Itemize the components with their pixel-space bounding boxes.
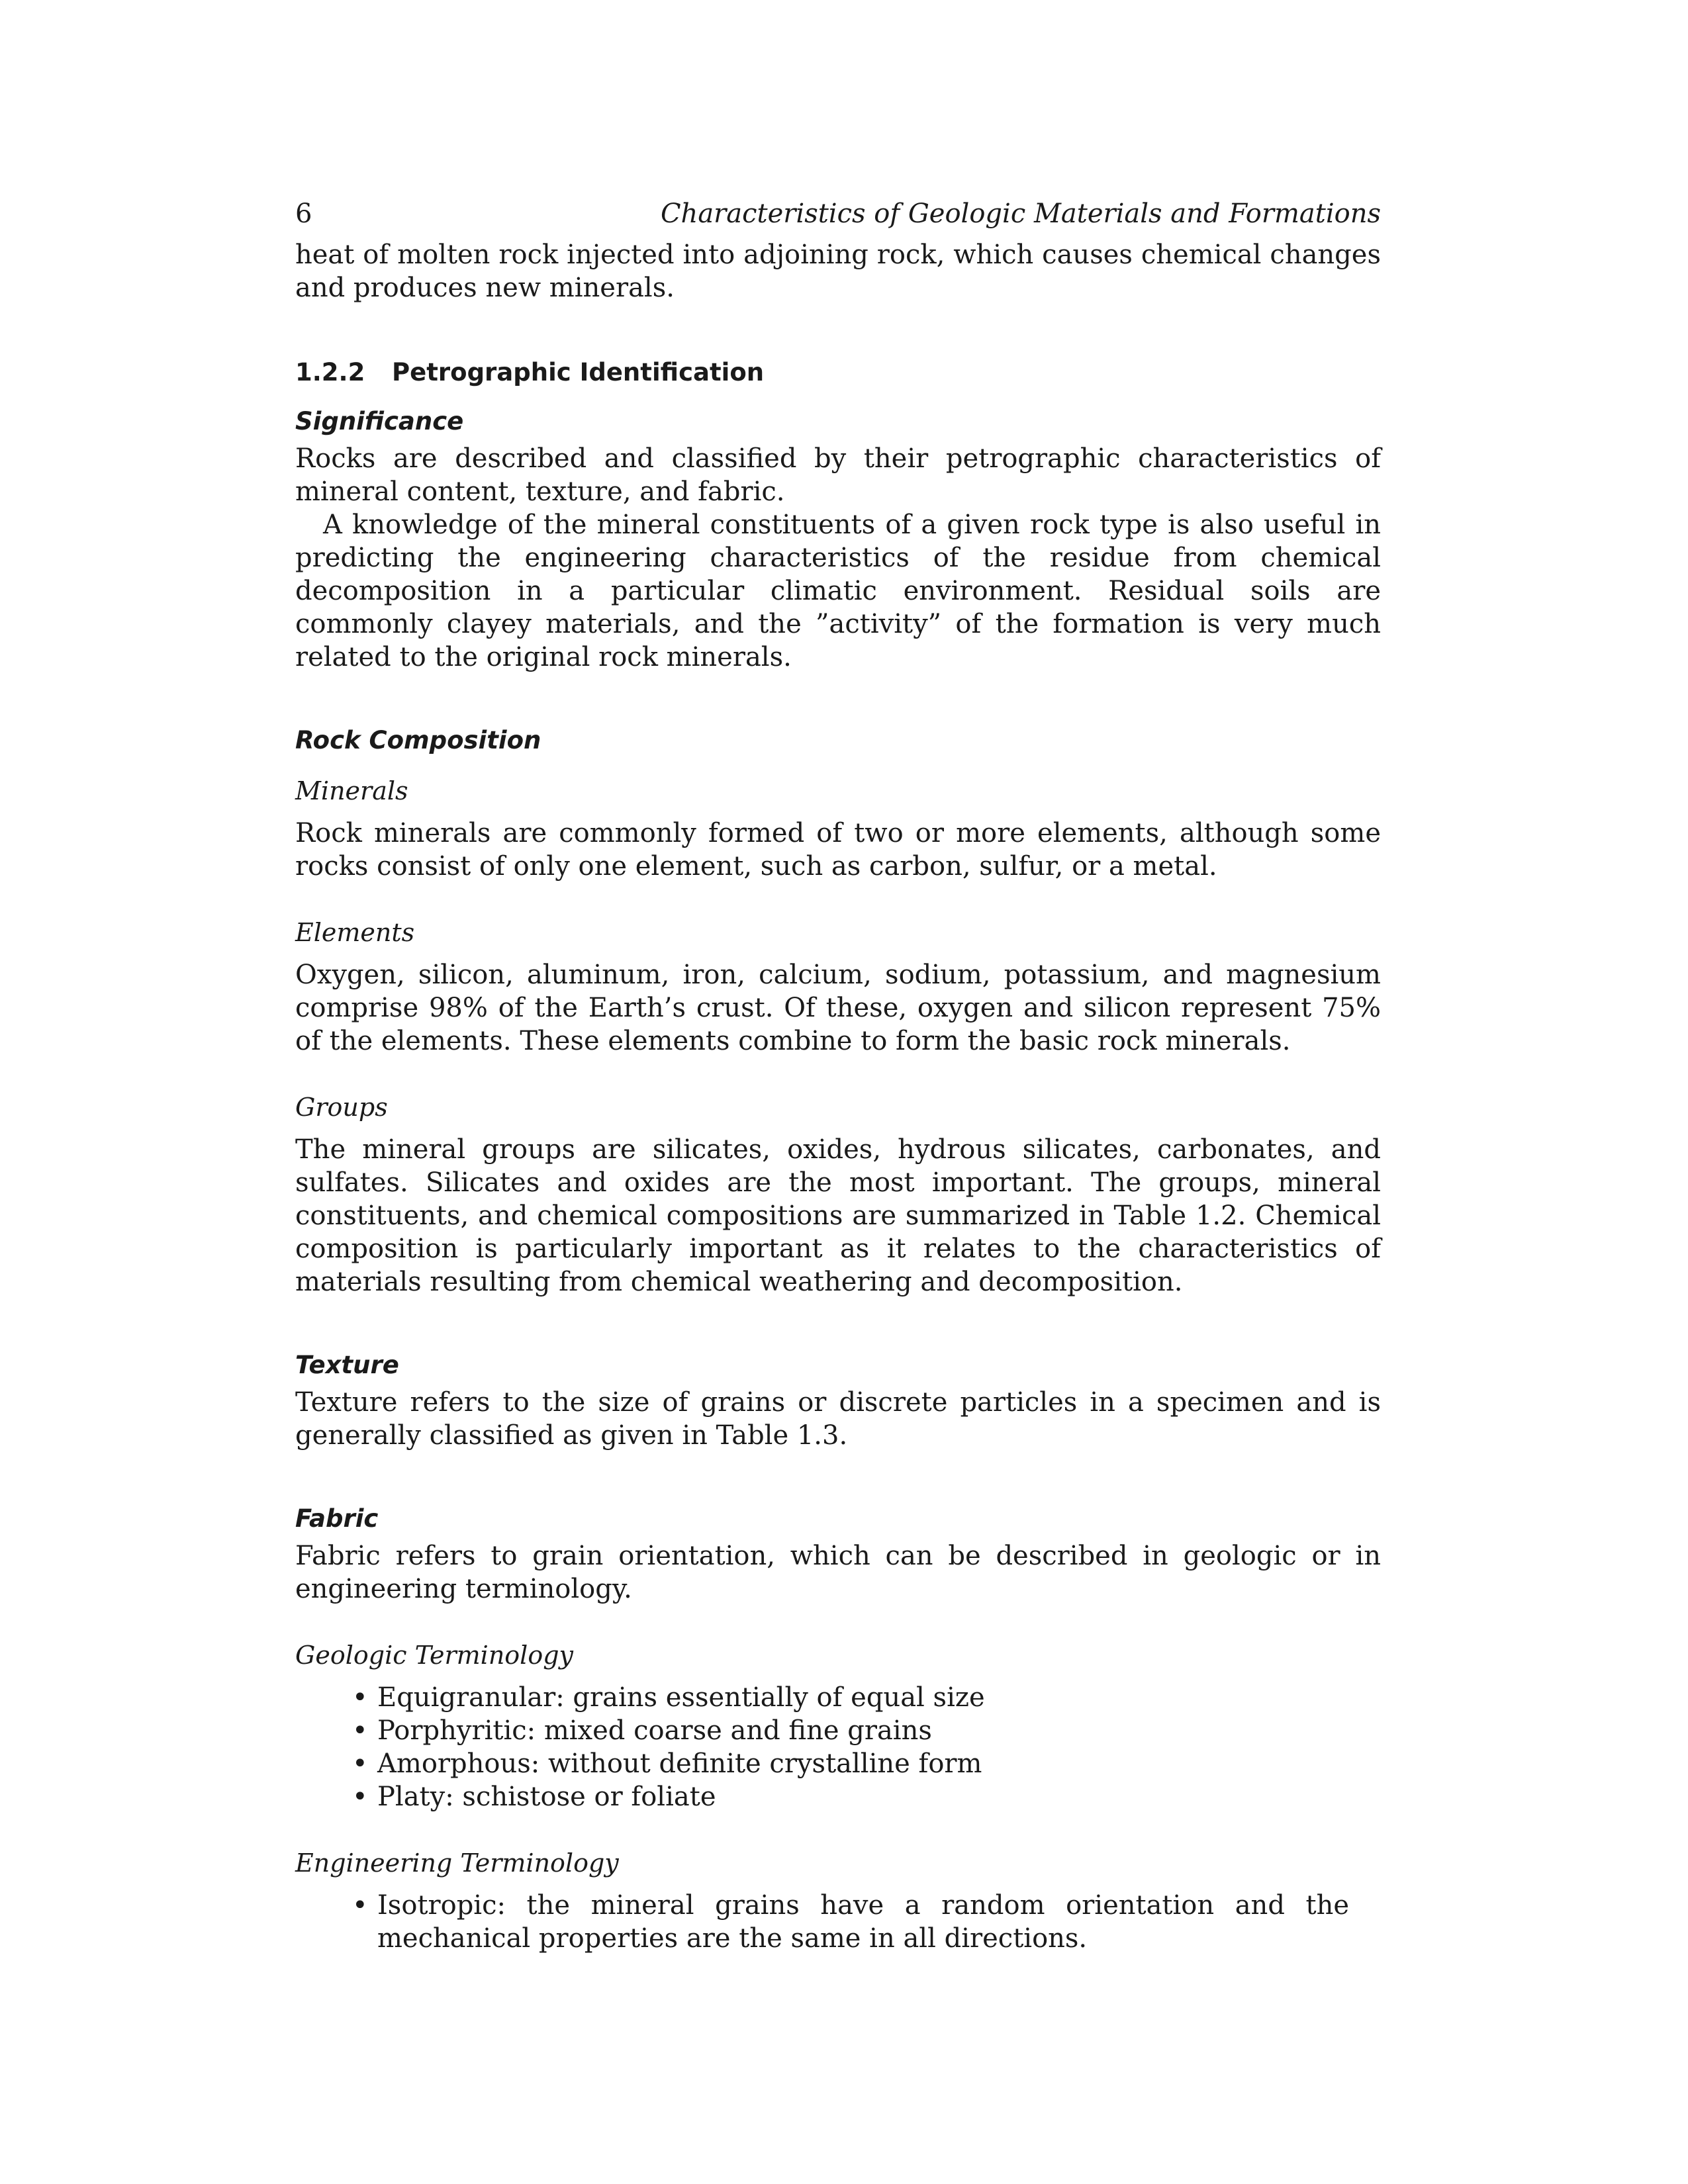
running-title: Characteristics of Geologic Materials and Formations <box>660 199 1381 229</box>
texture-heading: Texture <box>295 1351 399 1379</box>
bullet-icon: • <box>352 1715 368 1746</box>
minerals-paragraph: Rock minerals are commonly formed of two or more elements, although some rocks consist of only one element, such as carbon, sulfur, or a metal. <box>295 818 1381 882</box>
rock-composition-heading: Rock Composition <box>295 726 541 754</box>
fabric-paragraph: Fabric refers to grain orientation, which can be described in geologic or in engineering terminology. <box>295 1541 1381 1604</box>
section-title: Petrographic Identification <box>392 358 765 387</box>
engineering-terminology-list <box>295 1889 1381 1955</box>
geologic-terminology-list <box>295 1681 1381 1813</box>
bullet-icon: • <box>352 1782 368 1812</box>
engineering-terminology-heading: Engineering Terminology <box>295 1848 619 1878</box>
groups-paragraph: The mineral groups are silicates, oxides, hydrous silicates, carbonates, and sulfates. Silicates and oxides are the most important. The groups, mineral constituents, and chemical compositions are summarized in Table 1.2. Chemical composition is particularly important as it relates to the characteristics of materials resulting from chemical weathering and decomposition. <box>295 1134 1381 1297</box>
intro-paragraph: heat of molten rock injected into adjoining rock, which causes chemical changes and produces new minerals. <box>295 240 1381 303</box>
minerals-heading: Minerals <box>295 776 408 805</box>
section-number: 1.2.2 <box>295 358 365 387</box>
bullet-icon: • <box>352 1682 368 1713</box>
elements-heading: Elements <box>295 918 415 947</box>
significance-paragraph-1: Rocks are described and classified by their petrographic characteristics of mineral content, texture, and fabric. <box>295 443 1381 507</box>
list-item: • Equigranular: grains essentially of equal size <box>352 1682 985 1713</box>
texture-paragraph: Texture refers to the size of grains or discrete particles in a specimen and is generally classified as given in Table 1.3. <box>295 1387 1381 1451</box>
document-page <box>295 199 1381 1955</box>
geologic-terminology-heading: Geologic Terminology <box>295 1641 574 1670</box>
significance-paragraph-2: A knowledge of the mineral constituents of a given rock type is also useful in predicting the engineering characteristics of the residue from chemical decomposition in a particular climatic environment. Residual soils are commonly clayey materials, and the ”activity” of the formation is very much related to the original rock minerals. <box>295 510 1381 672</box>
page-number: 6 <box>295 199 312 229</box>
bullet-icon: • <box>352 1890 368 1921</box>
significance-heading: Significance <box>295 407 464 435</box>
section-heading <box>295 356 1381 389</box>
list-item: • Amorphous: without definite crystalline form <box>352 1749 982 1779</box>
groups-heading: Groups <box>295 1093 388 1122</box>
list-item: • Porphyritic: mixed coarse and fine grains <box>352 1715 932 1746</box>
running-header <box>295 199 1381 238</box>
elements-paragraph: Oxygen, silicon, aluminum, iron, calcium, sodium, potassium, and magnesium comprise 98% of the Earth’s crust. Of these, oxygen and silicon represent 75% of the elements. These elements combine to form the basic rock minerals. <box>295 960 1381 1056</box>
fabric-heading: Fabric <box>295 1504 379 1533</box>
list-item: • Isotropic: the mineral grains have a random orientation and the mechanical properties are the same in all directions. <box>352 1890 1349 1954</box>
list-item: • Platy: schistose or foliate <box>352 1782 716 1812</box>
bullet-icon: • <box>352 1749 368 1779</box>
